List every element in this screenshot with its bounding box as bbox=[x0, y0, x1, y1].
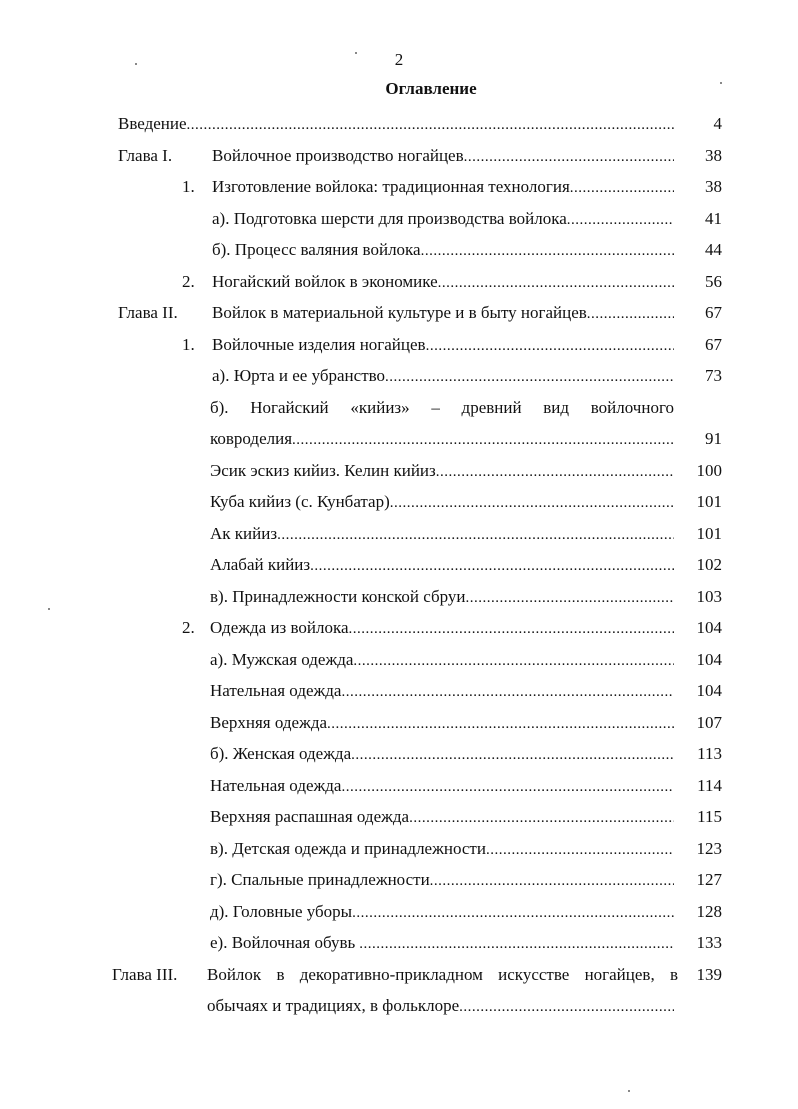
toc-entry-text: а). Мужская одежда bbox=[210, 649, 354, 669]
leader-dots bbox=[341, 772, 674, 804]
leader-dots bbox=[466, 583, 674, 615]
leader-dots bbox=[570, 173, 674, 205]
toc-entry-page: 44 bbox=[705, 240, 722, 259]
toc-section-number: 2. bbox=[182, 618, 195, 637]
toc-entry bbox=[0, 140, 798, 172]
leader-dots bbox=[187, 110, 674, 142]
toc-entry bbox=[0, 360, 798, 392]
toc-entry-text: Верхняя распашная одежда bbox=[210, 807, 410, 826]
toc-entry-text: Изготовление войлока: традиционная технология bbox=[212, 177, 570, 196]
leader-dots bbox=[351, 740, 674, 772]
leader-dots bbox=[464, 142, 674, 174]
leader-dots bbox=[438, 268, 674, 300]
leader-dots bbox=[390, 488, 674, 520]
toc-entry bbox=[0, 329, 798, 361]
toc-entry-page: 107 bbox=[696, 712, 722, 732]
leader-dots bbox=[426, 331, 674, 363]
toc-entry-text: Алабай кийиз bbox=[210, 555, 311, 574]
toc-entry-text: обычаях и традициях, в фольклоре bbox=[207, 996, 460, 1015]
leader-dots bbox=[430, 866, 674, 898]
toc-entry bbox=[0, 423, 798, 455]
toc-entry-page: 4 bbox=[713, 114, 722, 133]
toc-entry-page: 56 bbox=[705, 271, 722, 291]
leader-dots bbox=[349, 614, 674, 646]
toc-entry-page: 113 bbox=[697, 744, 722, 763]
toc-entry-text: Нательная одежда bbox=[210, 775, 342, 795]
toc-entry bbox=[0, 738, 798, 770]
toc-entry-text: Войлочные изделия ногайцев bbox=[212, 334, 426, 354]
leader-dots bbox=[327, 709, 674, 741]
toc-entry-continued bbox=[0, 990, 798, 1022]
leader-dots bbox=[277, 520, 674, 552]
toc-entry-page: 38 bbox=[705, 145, 722, 165]
leader-dots bbox=[459, 992, 674, 1024]
toc-entry-text: Войлок в материальной культуре и в быту ногайцев bbox=[212, 303, 587, 322]
toc-entry bbox=[0, 864, 798, 896]
toc-entry bbox=[0, 266, 798, 298]
toc-entry-page: 104 bbox=[696, 681, 722, 700]
toc-entry bbox=[0, 927, 798, 959]
toc-entry-page: 100 bbox=[696, 460, 722, 480]
toc-entry bbox=[0, 518, 798, 550]
leader-dots bbox=[587, 299, 674, 331]
toc-entry bbox=[0, 455, 798, 487]
toc-entry-text: Войлочное производство ногайцев bbox=[212, 145, 464, 165]
toc-entry bbox=[0, 297, 798, 329]
toc-entry-page: 67 bbox=[705, 303, 722, 322]
toc-entry-page: 133 bbox=[696, 933, 722, 952]
toc-entry-text: Эсик эскиз кийиз. Келин кийиз bbox=[210, 460, 436, 480]
toc-entry-text: Ак кийиз bbox=[210, 523, 278, 543]
toc-entry bbox=[0, 486, 798, 518]
table-of-contents bbox=[0, 108, 798, 1022]
toc-section-number: 1. bbox=[182, 334, 195, 354]
toc-entry-page: 103 bbox=[696, 586, 722, 606]
toc-entry-text: Нательная одежда bbox=[210, 681, 342, 700]
toc-entry-text: ковроделия bbox=[210, 429, 293, 448]
toc-entry bbox=[0, 707, 798, 739]
toc-chapter-label: Глава III. bbox=[112, 964, 178, 984]
toc-entry-text: е). Войлочная обувь bbox=[210, 933, 356, 952]
toc-entry-text: в). Детская одежда и принадлежности bbox=[210, 838, 486, 858]
toc-entry-page: 115 bbox=[697, 807, 722, 826]
toc-entry-page: 127 bbox=[696, 870, 722, 889]
leader-dots bbox=[341, 677, 674, 709]
leader-dots bbox=[436, 457, 674, 489]
scan-speck bbox=[720, 82, 722, 84]
page-number: 2 bbox=[394, 50, 404, 69]
leader-dots bbox=[421, 236, 674, 268]
toc-entry-text: Верхняя одежда bbox=[210, 712, 328, 732]
toc-entry-page: 104 bbox=[696, 618, 722, 637]
leader-dots bbox=[310, 551, 674, 583]
leader-dots bbox=[292, 425, 674, 457]
toc-entry bbox=[0, 171, 798, 203]
toc-section-number: 2. bbox=[182, 271, 195, 291]
toc-entry-page: 123 bbox=[696, 838, 722, 858]
toc-entry-page: 67 bbox=[705, 334, 722, 354]
leader-dots bbox=[385, 362, 674, 394]
toc-entry-text: б). Женская одежда bbox=[210, 744, 352, 763]
toc-entry bbox=[0, 770, 798, 802]
leader-dots bbox=[352, 898, 674, 930]
toc-section-number: 1. bbox=[182, 177, 195, 196]
toc-entry bbox=[0, 896, 798, 928]
toc-entry-page: 73 bbox=[705, 366, 722, 385]
toc-entry-text: в). Принадлежности конской сбруи bbox=[210, 586, 466, 606]
toc-entry-page: 41 bbox=[705, 208, 722, 228]
toc-entry bbox=[0, 833, 798, 865]
toc-entry bbox=[0, 108, 798, 140]
toc-chapter-label: Глава II. bbox=[118, 303, 178, 322]
toc-entry bbox=[0, 612, 798, 644]
toc-entry-page: 104 bbox=[696, 649, 722, 669]
leader-dots bbox=[567, 205, 674, 237]
toc-entry-page: 139 bbox=[696, 964, 722, 984]
toc-entry-continued bbox=[0, 392, 798, 424]
toc-entry-text: а). Подготовка шерсти для производства войлока bbox=[212, 208, 567, 228]
toc-entry-text: б). Процесс валяния войлока bbox=[212, 240, 421, 259]
toc-entry-text: а). Юрта и ее убранство bbox=[212, 366, 386, 385]
toc-entry-page: 38 bbox=[705, 177, 722, 196]
toc-entry-text: Введение bbox=[118, 114, 187, 133]
toc-entry bbox=[0, 644, 798, 676]
toc-entry-text-line1: Войлок в декоративно-прикладном искусстве ногайцев, в bbox=[207, 964, 678, 984]
toc-entry bbox=[0, 549, 798, 581]
leader-dots bbox=[353, 646, 674, 678]
toc-entry bbox=[0, 203, 798, 235]
toc-entry-text: Ногайский войлок в экономике bbox=[212, 271, 438, 291]
toc-entry bbox=[0, 581, 798, 613]
toc-entry bbox=[0, 675, 798, 707]
toc-entry bbox=[0, 959, 798, 991]
toc-chapter-label: Глава I. bbox=[118, 145, 173, 165]
toc-entry-text: д). Головные уборы bbox=[210, 901, 353, 921]
toc-entry-text: Куба кийиз (с. Кунбатар) bbox=[210, 492, 390, 511]
scan-speck bbox=[48, 608, 50, 610]
toc-entry-page: 101 bbox=[696, 492, 722, 511]
toc-entry-page: 91 bbox=[705, 429, 722, 448]
leader-dots bbox=[409, 803, 674, 835]
toc-entry-text: Одежда из войлока bbox=[210, 618, 349, 637]
toc-entry-text-line1: б). Ногайский «кийиз» – древний вид войлочного bbox=[210, 397, 674, 417]
toc-title: Оглавление bbox=[385, 79, 477, 98]
scan-speck bbox=[628, 1090, 630, 1092]
scan-speck bbox=[135, 63, 137, 65]
scan-speck bbox=[355, 52, 357, 54]
toc-entry-page: 101 bbox=[696, 523, 722, 543]
toc-entry-text: г). Спальные принадлежности bbox=[210, 870, 430, 889]
toc-entry-page: 102 bbox=[696, 555, 722, 574]
leader-dots bbox=[359, 929, 674, 961]
toc-entry bbox=[0, 234, 798, 266]
leader-dots bbox=[486, 835, 674, 867]
toc-entry bbox=[0, 801, 798, 833]
toc-entry-page: 128 bbox=[696, 901, 722, 921]
toc-entry-page: 114 bbox=[697, 775, 722, 795]
